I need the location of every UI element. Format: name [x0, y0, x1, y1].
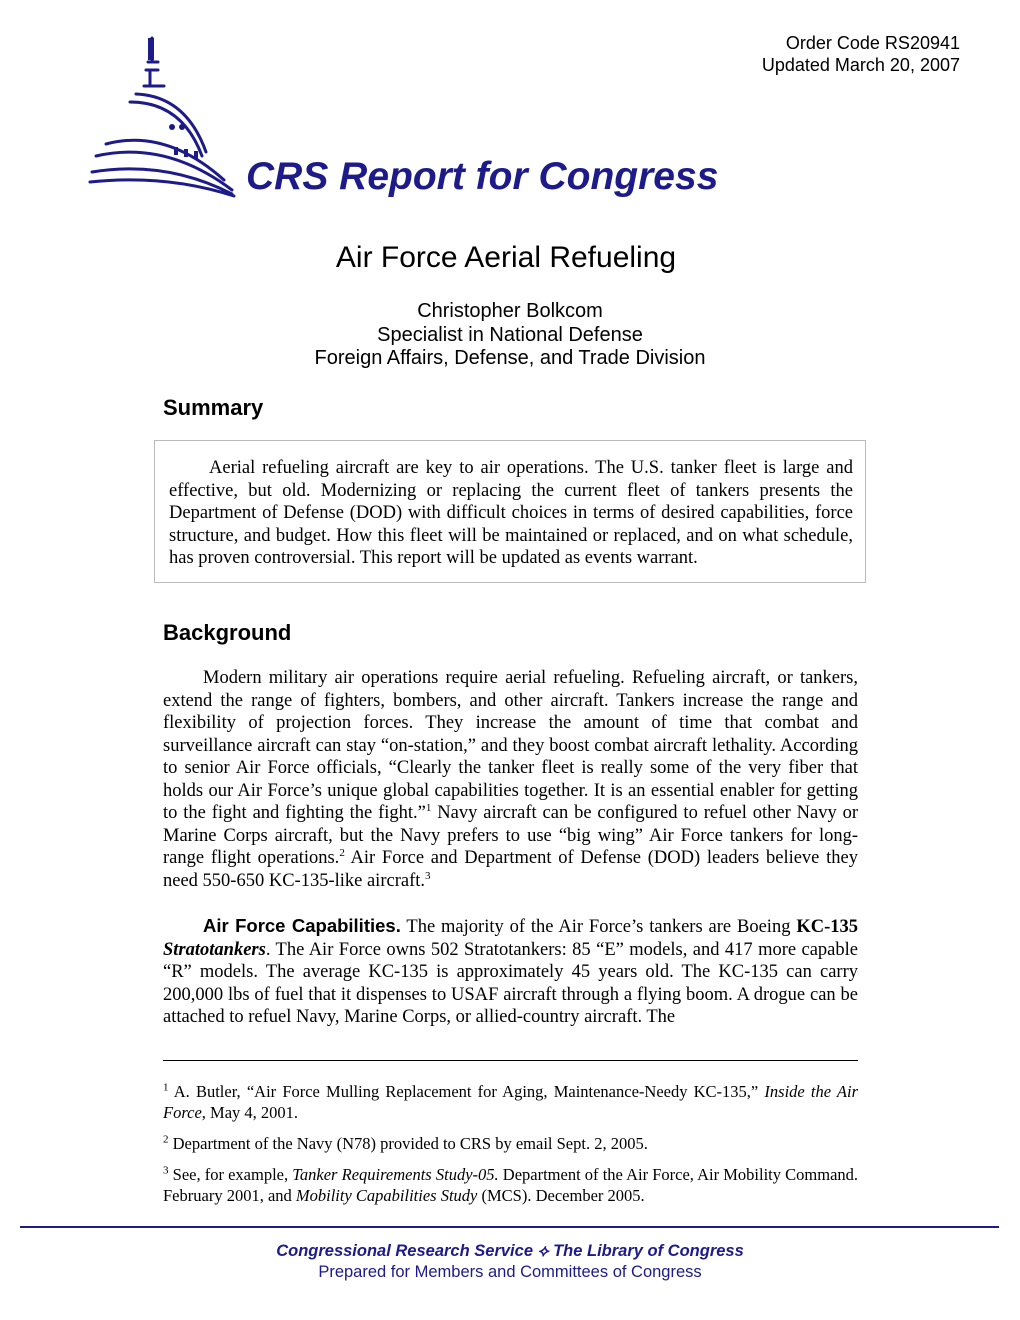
author-block	[0, 300, 1020, 371]
author-position: Specialist in National Defense	[377, 323, 643, 346]
order-info	[762, 32, 960, 76]
text: KC-135	[796, 917, 859, 937]
text: Modern military air operations require aerial refueling. Refueling aircraft, or tankers, extend the range of fighters, bombers, and other aircraft. Tankers increase the range and flexibility of projection forces. They increase the amount of time that combat and surveillance aircraft can stay “on-station,” and they boost combat aircraft lethality. According to senior Air Force officials, “Clearly the tanker fleet is really some of the very fiber that holds our Air Force’s unique global capabilities together. It is an essential enabler for getting to the fight and fighting the fight.”	[163, 668, 858, 823]
capabilities-paragraph	[163, 915, 858, 1029]
summary-text: Aerial refueling aircraft are key to air operations. The U.S. tanker fleet is large and effective, but old. Modernizing or replacing the current fleet of tankers presents the Department of Defense (DOD) with difficult choices in terms of desired capabilities, force structure, and budget. How this fleet will be maintained or replaced, and on what schedule, has proven controversial. This report will be updated as events warrant.	[169, 458, 853, 568]
footnote-ref[interactable]: 3	[425, 869, 431, 882]
text: A. Butler, “Air Force Mulling Replacement for Aging, Maintenance-Needy KC-135,”	[173, 1082, 765, 1101]
text: Department of the Navy (N78) provided to CRS by email Sept. 2, 2005.	[172, 1134, 648, 1153]
text: See, for example,	[172, 1165, 293, 1184]
text: , May 4, 2001.	[201, 1102, 299, 1122]
text: (MCS). December 2005.	[477, 1185, 645, 1205]
capitol-dome-logo-icon	[86, 32, 246, 202]
background-heading: Background	[163, 620, 292, 645]
fn-num: 2	[163, 1133, 169, 1146]
fn-num: 3	[163, 1164, 169, 1177]
footnote-ref[interactable]: 1	[425, 801, 432, 814]
text: The majority of the Air Force’s tankers are Boeing	[400, 917, 797, 937]
text: Department of the Air Force, Air Mobility Command. February 2001, and	[163, 1165, 859, 1205]
text: Tanker Requirements Study-05.	[292, 1165, 499, 1184]
summary-heading: Summary	[163, 395, 264, 420]
author-name: Christopher Bolkcom	[417, 300, 603, 322]
footnote-2	[163, 1134, 858, 1155]
report-title: Air Force Aerial Refueling	[335, 241, 677, 274]
text: Inside the Air Force	[163, 1082, 858, 1122]
footer-divider	[20, 1226, 999, 1228]
logo-text: CRS Report for Congress	[246, 155, 719, 198]
footnote-divider	[163, 1060, 858, 1061]
background-paragraph	[163, 667, 858, 892]
footer-tagline: Prepared for Members and Committees of Congress	[318, 1263, 702, 1281]
footnote-3	[163, 1165, 858, 1206]
runin-heading: Air Force Capabilities.	[203, 915, 401, 936]
text: Navy aircraft can be configured to refuel other Navy or Marine Corps aircraft, but the Navy prefers to use “big wing” Air Force tankers for long-range flight operations.	[163, 803, 858, 868]
footnote-ref[interactable]: 2	[339, 846, 345, 859]
footnote-1	[163, 1082, 858, 1123]
text: Stratotankers	[163, 939, 266, 960]
text: . The Air Force owns 502 Stratotankers: 85 “E” models, and 417 more capable “R” models. The average KC-135 is approximately 45 years old. The KC-135 can carry 200,000 lbs of fuel that it dispenses to USAF aircraft through a flying boom. A drogue can be attached to refuel Navy, Marine Corps, or allied-country aircraft. The	[163, 939, 858, 1027]
fn-num: 1	[163, 1081, 169, 1094]
footer-org: Congressional Research Service ⟡ The Library of Congress	[276, 1242, 744, 1260]
updated-date: Updated March 20, 2007	[761, 55, 960, 75]
text: Air Force and Department of Defense (DOD) leaders believe they need 550-650 KC-135-like aircraft.	[163, 848, 858, 891]
author-division: Foreign Affairs, Defense, and Trade Division	[314, 347, 706, 369]
text: Mobility Capabilities Study	[295, 1185, 478, 1205]
order-code: Order Code RS20941	[785, 33, 960, 53]
